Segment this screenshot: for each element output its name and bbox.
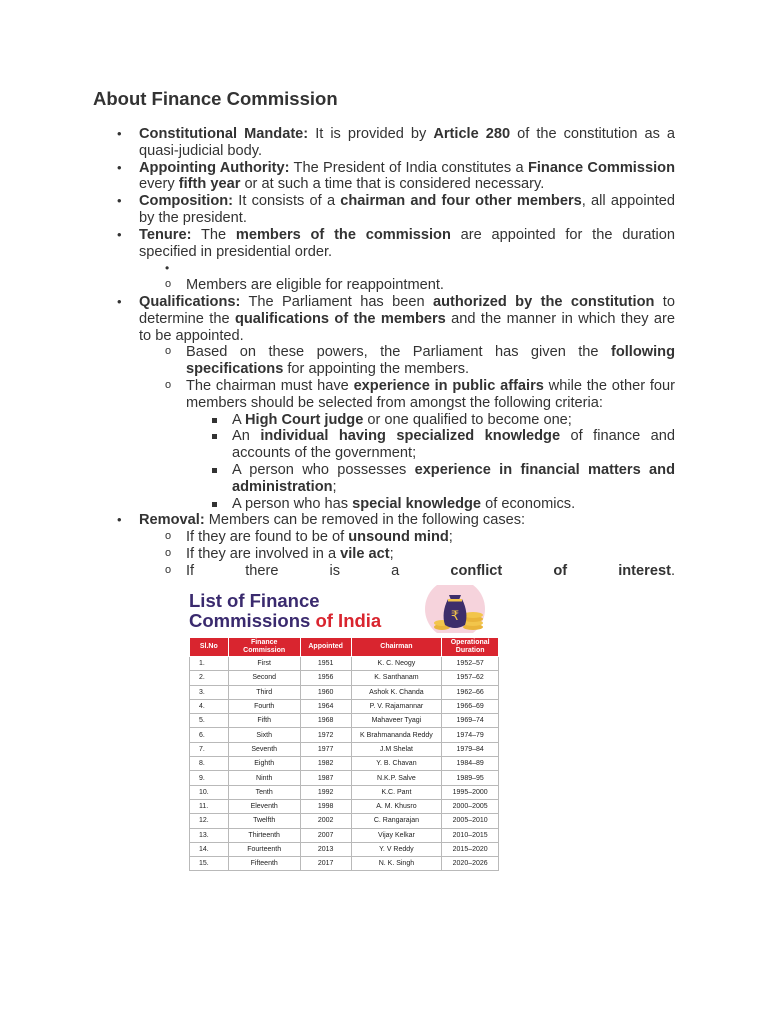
finance-commissions-table	[189, 637, 499, 871]
table-cell: 2010–2015	[442, 828, 499, 842]
list-item-reappointment: o Members are eligible for reappointment.	[186, 277, 675, 294]
item-text: of economics.	[481, 495, 576, 512]
item-text: or one qualified to become one;	[363, 411, 572, 428]
infographic-title	[189, 591, 381, 631]
list-item-removal	[139, 512, 675, 579]
table-row	[190, 828, 499, 842]
table-cell: Ashok K. Chanda	[351, 685, 442, 699]
table-cell: 1982	[300, 757, 351, 771]
table-cell: 1964	[300, 699, 351, 713]
column-header: Operational Duration	[442, 638, 499, 657]
item-bold: special knowledge	[352, 495, 482, 512]
table-cell: Eighth	[228, 757, 300, 771]
table-cell: 1957–62	[442, 671, 499, 685]
table-cell: Second	[228, 671, 300, 685]
item-text: A person who has	[232, 495, 353, 512]
item-bold: experience in public affairs	[353, 377, 544, 394]
table-cell: 1960	[300, 685, 351, 699]
table-cell: 2020–2026	[442, 857, 499, 871]
table-cell: 2002	[300, 814, 351, 828]
table-cell: 1995–2000	[442, 785, 499, 799]
table-cell: Third	[228, 685, 300, 699]
item-text: A person who possesses	[232, 461, 415, 478]
table-cell: 1.	[190, 657, 229, 671]
item-text: every	[139, 176, 179, 193]
item-text: It consists of a	[233, 193, 341, 210]
table-cell: A. M. Khusro	[351, 799, 442, 813]
table-cell: K. Santhanam	[351, 671, 442, 685]
table-cell: Twelfth	[228, 814, 300, 828]
item-text: ;	[389, 545, 394, 562]
tenure-sublist	[139, 260, 675, 294]
table-cell: 1956	[300, 671, 351, 685]
item-text: .	[670, 562, 675, 579]
table-cell: 1966–69	[442, 699, 499, 713]
key-points-list	[0, 126, 768, 580]
table-cell: K Brahmananda Reddy	[351, 728, 442, 742]
item-text: An	[232, 428, 261, 445]
item-text: Based on these powers, the Parliament has given the	[186, 344, 611, 361]
table-cell: 3.	[190, 685, 229, 699]
list-item-appointing	[139, 160, 675, 194]
table-body	[190, 657, 499, 871]
table-cell: 1952–57	[442, 657, 499, 671]
table-cell: Fourth	[228, 699, 300, 713]
removal-sublist	[139, 529, 675, 579]
column-header: Appointed	[300, 638, 351, 657]
removal-case	[186, 546, 675, 563]
table-cell: Y. V Reddy	[351, 842, 442, 856]
item-bold: vile act	[340, 545, 390, 562]
table-header-row	[190, 638, 499, 657]
table-cell: Tenth	[228, 785, 300, 799]
qualifications-sublist	[139, 344, 675, 512]
table-cell: 11.	[190, 799, 229, 813]
money-bag-rupee-icon	[415, 585, 495, 633]
item-bold: individual having specialized knowledge	[260, 428, 561, 445]
table-cell: J.M Shelat	[351, 742, 442, 756]
table-cell: 1968	[300, 714, 351, 728]
table-cell: 1972	[300, 728, 351, 742]
table-cell: 1974–79	[442, 728, 499, 742]
item-label: Composition:	[139, 193, 234, 210]
table-cell: 2.	[190, 671, 229, 685]
table-cell: 2007	[300, 828, 351, 842]
item-bold: Finance Commission	[527, 159, 675, 176]
table-cell: Thirteenth	[228, 828, 300, 842]
item-text: of the constitution as a quasi-judicial body.	[139, 126, 676, 159]
item-bold: unsound mind	[348, 529, 449, 546]
item-text: or at such a time that is considered necessary.	[240, 176, 545, 193]
item-text: A	[232, 411, 245, 428]
item-bold: conflict of interest	[450, 562, 671, 579]
table-cell: 10.	[190, 785, 229, 799]
table-cell: 2000–2005	[442, 799, 499, 813]
table-cell: Seventh	[228, 742, 300, 756]
table-cell: P. V. Rajamannar	[351, 699, 442, 713]
removal-case	[186, 563, 675, 580]
table-cell: 1989–95	[442, 771, 499, 785]
table-cell: Y. B. Chavan	[351, 757, 442, 771]
table-cell: 1998	[300, 799, 351, 813]
table-row	[190, 742, 499, 756]
table-cell: 7.	[190, 742, 229, 756]
table-cell: 8.	[190, 757, 229, 771]
table-row	[190, 799, 499, 813]
criteria-list	[186, 412, 675, 513]
table-cell: 1984–89	[442, 757, 499, 771]
table-cell: 14.	[190, 842, 229, 856]
table-cell: 4.	[190, 699, 229, 713]
item-text: and the manner in which they are to be appointed.	[139, 310, 675, 344]
infographic-title-line-1: List of Finance	[189, 590, 320, 611]
criteria-item	[232, 428, 675, 462]
item-label: Constitutional Mandate:	[139, 126, 309, 142]
table-row	[190, 785, 499, 799]
criteria-item	[232, 462, 675, 496]
item-text: are appointed for the duration specified in presidential order.	[139, 226, 675, 260]
table-cell: Mahaveer Tyagi	[351, 714, 442, 728]
item-label: Removal:	[139, 512, 205, 529]
table-row	[190, 685, 499, 699]
item-text: If there is a	[186, 562, 451, 579]
item-text: to determine the	[139, 293, 675, 327]
table-cell: N.K.P. Salve	[351, 771, 442, 785]
table-cell: Eleventh	[228, 799, 300, 813]
table-row	[190, 728, 499, 742]
item-bold: qualifications of the members	[234, 310, 446, 327]
table-cell: K.C. Pant	[351, 785, 442, 799]
table-cell: K. C. Neogy	[351, 657, 442, 671]
item-bold: chairman and four other members	[340, 193, 582, 210]
table-cell: C. Rangarajan	[351, 814, 442, 828]
table-cell: 15.	[190, 857, 229, 871]
item-text: ;	[332, 478, 337, 495]
item-bold: experience in financial matters and administration	[232, 461, 675, 495]
infographic-title-line-2	[189, 611, 381, 631]
item-text: If they are involved in a	[186, 545, 341, 562]
table-cell: First	[228, 657, 300, 671]
table-row	[190, 714, 499, 728]
criteria-item	[232, 412, 675, 429]
column-header: Sl.No	[190, 638, 229, 657]
table-row	[190, 814, 499, 828]
item-text: for appointing the members.	[283, 361, 470, 378]
list-item-chairman-criteria	[186, 378, 675, 512]
table-cell: 2005–2010	[442, 814, 499, 828]
item-bold: members of the commission	[235, 226, 451, 243]
table-row	[190, 699, 499, 713]
table-cell: 5.	[190, 714, 229, 728]
table-cell: 13.	[190, 828, 229, 842]
criteria-item	[232, 496, 675, 513]
item-label: Appointing Authority:	[139, 159, 290, 176]
item-bold: following specifications	[186, 344, 675, 378]
table-cell: 2015–2020	[442, 842, 499, 856]
table-cell: N. K. Singh	[351, 857, 442, 871]
title-accent: of India	[315, 610, 382, 631]
table-row	[190, 842, 499, 856]
table-cell: 1977	[300, 742, 351, 756]
table-cell: 2013	[300, 842, 351, 856]
table-cell: 12.	[190, 814, 229, 828]
list-item-powers	[186, 344, 675, 378]
table-cell: 2017	[300, 857, 351, 871]
title-part: Commissions	[189, 610, 316, 631]
table-cell: Fifth	[228, 714, 300, 728]
item-text: The	[191, 226, 236, 243]
table-cell: 1987	[300, 771, 351, 785]
item-text: Members can be removed in the following cases:	[204, 512, 526, 529]
list-item-composition	[139, 193, 675, 227]
empty-list-item	[186, 260, 675, 277]
column-header: Chairman	[351, 638, 442, 657]
item-text: The President of India constitutes a	[289, 159, 528, 176]
item-text: The chairman must have	[186, 377, 354, 394]
table-row	[190, 657, 499, 671]
table-row	[190, 771, 499, 785]
item-label: Qualifications:	[139, 293, 241, 310]
item-text: If they are found to be of	[186, 529, 349, 546]
item-bold: High Court judge	[244, 411, 364, 428]
item-text: , all appointed by the president.	[139, 193, 675, 226]
item-bold: Article 280	[433, 126, 511, 142]
table-row	[190, 757, 499, 771]
page-title: About Finance Commission	[93, 88, 338, 109]
list-item-mandate	[139, 126, 675, 160]
list-item-qualifications	[139, 294, 675, 512]
document-body	[0, 126, 768, 580]
list-item-tenure	[139, 227, 675, 294]
removal-case	[186, 529, 675, 546]
item-text: of finance and accounts of the government;	[232, 428, 676, 462]
table-cell: 1992	[300, 785, 351, 799]
table-row	[190, 857, 499, 871]
table-cell: 1951	[300, 657, 351, 671]
svg-text:₹: ₹	[450, 609, 460, 624]
item-bold: fifth year	[178, 176, 241, 193]
table-cell: 6.	[190, 728, 229, 742]
table-cell: 9.	[190, 771, 229, 785]
table-cell: 1969–74	[442, 714, 499, 728]
table-cell: 1962–66	[442, 685, 499, 699]
item-label: Tenure:	[139, 226, 192, 243]
column-header: Finance Commission	[228, 638, 300, 657]
item-text: The Parliament has been	[240, 293, 433, 310]
table-cell: Fifteenth	[228, 857, 300, 871]
item-bold: authorized by the constitution	[433, 293, 655, 310]
table-cell: Vijay Kelkar	[351, 828, 442, 842]
table-cell: Fourteenth	[228, 842, 300, 856]
table-row	[190, 671, 499, 685]
finance-commissions-infographic	[188, 585, 511, 878]
item-text: while the other four members should be selected from amongst the following criteria:	[186, 377, 675, 411]
table-cell: Ninth	[228, 771, 300, 785]
table-cell: 1979–84	[442, 742, 499, 756]
item-text: It is provided by	[308, 126, 434, 142]
table-cell: Sixth	[228, 728, 300, 742]
item-text: ;	[448, 529, 453, 546]
